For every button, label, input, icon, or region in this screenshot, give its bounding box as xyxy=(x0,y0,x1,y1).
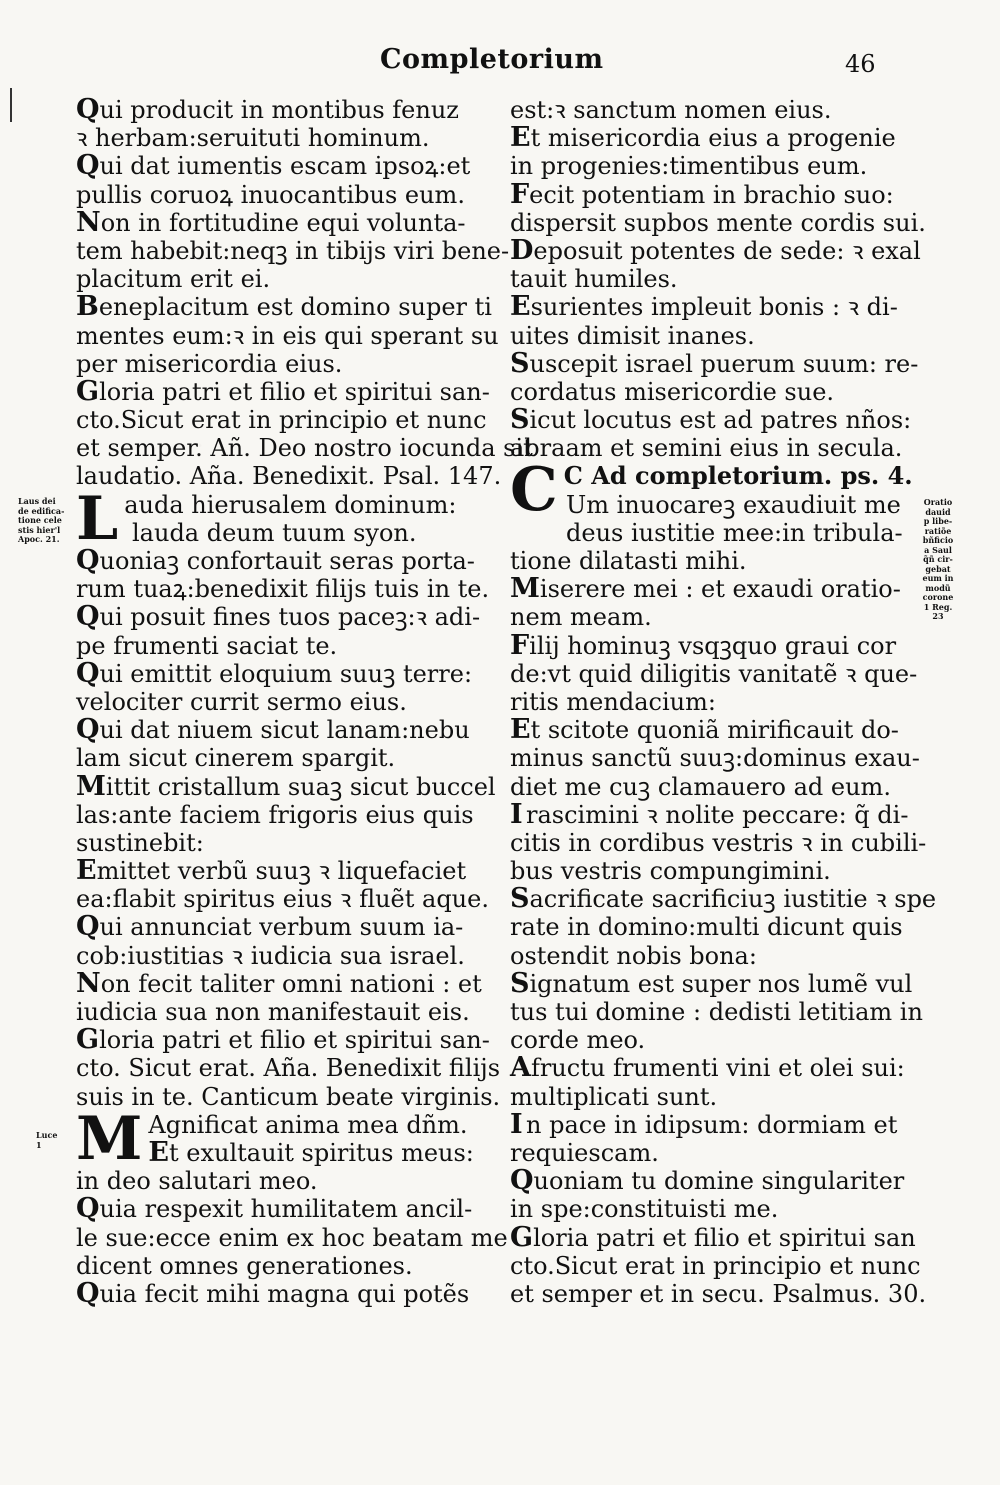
text-line xyxy=(76,744,468,772)
line-text: et semper. Añ. Deo nostro iocunda sit xyxy=(76,434,533,463)
text-line xyxy=(76,519,468,547)
versal-initial: Q xyxy=(76,1193,100,1225)
running-head: Completorium xyxy=(380,44,604,75)
line-text: citis in cordibus vestris ꝛ in cubili- xyxy=(510,828,927,857)
text-line xyxy=(510,322,910,350)
text-line xyxy=(76,291,492,323)
line-text: rate in domino:multi dicunt quis xyxy=(510,913,903,942)
text-line xyxy=(510,519,910,547)
line-text: minus sanctũ suuꝫ:dominus exau- xyxy=(510,744,920,773)
line-text: tauit humiles. xyxy=(510,265,678,294)
text-line xyxy=(510,347,919,379)
line-text: dicent omnes generationes. xyxy=(76,1251,413,1280)
text-line xyxy=(510,659,918,688)
text-line xyxy=(76,770,496,802)
line-text: Agnificat anima mea dñm. xyxy=(148,1110,468,1139)
line-text: acrificate sacrificiuꝫ iustitie ꝛ spe xyxy=(529,885,937,914)
text-line xyxy=(510,1279,927,1308)
text-line xyxy=(76,350,468,378)
versal-initial: N xyxy=(76,206,101,238)
text-line xyxy=(510,883,937,915)
versal-initial: Q xyxy=(76,911,100,943)
line-text: on fecit taliter omni nationi : et xyxy=(100,969,482,998)
text-line xyxy=(510,942,910,970)
line-text: t misericordia eius a progenie xyxy=(530,124,896,153)
line-text: uoniam tu domine singulariter xyxy=(533,1167,905,1196)
text-line xyxy=(510,547,910,575)
line-text: cordatus misericordie sue. xyxy=(510,377,835,406)
line-text: mittet verbũ suuꝫ ꝛ liquefaciet xyxy=(96,857,467,886)
text-line xyxy=(510,688,910,716)
line-text: per misericordia eius. xyxy=(76,349,343,378)
margin-note-left-2: Luce 1 xyxy=(36,1130,58,1150)
line-text: nem meam. xyxy=(510,603,652,632)
line-text: auda hierusalem dominum: xyxy=(124,490,457,519)
text-line xyxy=(76,1193,473,1225)
text-line xyxy=(76,1277,470,1309)
line-text: mentes eum:ꝛ in eis qui sperant su xyxy=(76,321,499,350)
versal-initial: F xyxy=(510,629,530,661)
line-text: pullis coruoꝝ inuocantibus eum. xyxy=(76,180,465,209)
text-line xyxy=(510,716,910,744)
text-line xyxy=(510,744,920,773)
text-line xyxy=(76,942,468,970)
versal-initial: Q xyxy=(76,94,100,125)
text-line xyxy=(510,491,910,519)
line-text: uites dimisit inanes. xyxy=(510,321,755,350)
line-text: uia respexit humilitatem ancil- xyxy=(99,1195,473,1224)
line-text: ritis mendacium: xyxy=(510,687,716,716)
line-text: cto. Sicut erat. Añа. Benedixit filijs xyxy=(76,1054,501,1083)
text-line xyxy=(510,1054,910,1082)
versal-initial: I xyxy=(510,798,523,830)
folio-number: 46 xyxy=(845,50,876,78)
text-line xyxy=(76,829,468,857)
line-text: ui dat iumentis escam ipsoꝝ:et xyxy=(99,152,471,181)
text-line xyxy=(76,716,468,744)
line-text: ui posuit fines tuos paceꝫ:ꝛ adi- xyxy=(99,603,481,632)
line-text: eposuit potentes de sede: ꝛ exal xyxy=(533,236,921,265)
text-line xyxy=(76,857,468,885)
line-text: dispersit supbos mente cordis sui. xyxy=(510,208,926,237)
text-line xyxy=(76,575,490,604)
text-line xyxy=(76,375,490,407)
line-text: tus tui domine : dedisti letitiam in xyxy=(510,998,923,1026)
text-line xyxy=(510,1251,921,1280)
text-line xyxy=(510,1026,910,1054)
line-text: iserere mei : et exaudi oratio- xyxy=(539,575,901,604)
margin-note-right-1: Oratio dauid p libe- ratiõe bñficio a Saul q̃ñ cir- gebat eum in modũ corone 1 Reg. 23 xyxy=(922,497,954,621)
text-line xyxy=(510,1195,910,1223)
line-text: requiescam. xyxy=(510,1138,659,1167)
text-line xyxy=(510,1108,910,1140)
text-line xyxy=(76,632,468,660)
line-text: ui emittit eloquium suuꝫ terre: xyxy=(99,659,473,688)
line-text: ostendit nobis bona: xyxy=(510,941,757,970)
text-line xyxy=(76,967,482,999)
versal-initial: Q xyxy=(76,150,100,182)
line-text: ittit cristallum suaꝫ sicut buccel xyxy=(105,772,496,801)
line-text: in progenies:timentibus eum. xyxy=(510,152,868,181)
line-text: est:ꝛ sanctum nomen eius. xyxy=(510,96,832,124)
text-line xyxy=(76,236,510,265)
versal-initial: D xyxy=(510,234,534,266)
line-text: ui producit in montibus fenuz xyxy=(99,96,459,124)
line-text: cto.Sicut erat in principio et nunc xyxy=(76,406,487,435)
line-text: iudicia sua non manifestauit eis. xyxy=(76,998,470,1026)
line-text: t scitote quoniã mirificauit do- xyxy=(530,716,899,745)
decorated-initial: M xyxy=(76,1103,143,1174)
text-line xyxy=(510,378,910,406)
line-text: tione dilatasti mihi. xyxy=(510,547,747,575)
versal-initial: E xyxy=(510,122,531,154)
line-text: surientes impleuit bonis : ꝛ di- xyxy=(530,293,898,322)
text-line xyxy=(76,181,468,209)
text-line xyxy=(76,265,468,293)
line-text: le sue:ecce enim ex hoc beatam me xyxy=(76,1223,508,1252)
text-line xyxy=(510,998,923,1026)
text-line xyxy=(76,1223,508,1252)
text-line xyxy=(510,828,927,857)
line-text: pe frumenti saciat te. xyxy=(76,631,338,660)
text-line xyxy=(76,1024,490,1056)
line-text: ꝛ herbam:seruituti hominum. xyxy=(76,124,430,153)
versal-initial: M xyxy=(510,573,540,605)
line-text: deus iustitie mee:in tribula- xyxy=(566,518,903,547)
text-line xyxy=(76,321,499,350)
text-line xyxy=(76,1252,468,1280)
versal-initial: Q xyxy=(76,1277,100,1309)
line-text: multiplicati sunt. xyxy=(510,1082,718,1111)
decorated-initial: C xyxy=(510,455,558,526)
line-text: ecit potentiam in brachio suo: xyxy=(529,180,894,209)
text-line xyxy=(76,434,533,463)
text-line xyxy=(510,434,910,462)
line-text: uoniaꝫ confortauit seras porta- xyxy=(99,547,475,575)
text-line xyxy=(76,545,475,576)
line-text: rum tuaꝝ:benedixit filijs tuis in te. xyxy=(76,575,490,604)
text-line xyxy=(76,206,468,238)
text-line xyxy=(510,1221,916,1253)
versal-initial: S xyxy=(510,967,530,999)
text-line xyxy=(510,96,910,124)
text-line xyxy=(76,124,468,152)
line-text: n pace in idipsum: dormiam et xyxy=(526,1110,898,1139)
text-line xyxy=(510,798,910,830)
versal-initial: I xyxy=(510,1108,523,1140)
versal-initial: N xyxy=(76,967,101,999)
text-line xyxy=(510,575,910,603)
line-text: icut locutus est ad patres nños: xyxy=(529,406,912,435)
text-line xyxy=(76,800,474,829)
line-text: in deo salutari meo. xyxy=(76,1167,318,1196)
text-line xyxy=(76,1054,501,1083)
text-line xyxy=(510,913,910,941)
line-text: C Ad completorium. ps. 4. xyxy=(563,461,913,491)
line-text: cto.Sicut erat in principio et nunc xyxy=(510,1251,921,1280)
line-text: ui annunciat verbum suum ia- xyxy=(99,913,464,942)
page-edge-mark xyxy=(10,88,12,122)
text-line xyxy=(510,178,910,210)
line-text: velociter currit sermo eius. xyxy=(76,687,407,716)
text-line xyxy=(510,208,926,237)
text-line xyxy=(510,265,910,293)
versal-initial: Q xyxy=(76,601,100,633)
line-text: placitum erit ei. xyxy=(76,265,271,294)
line-text: uscepit israel puerum suum: re- xyxy=(529,349,919,378)
line-text: bus vestris compungimini. xyxy=(510,857,831,886)
line-text: laudatio. Añа. Benedixit. Psal. 147. xyxy=(76,462,502,491)
versal-initial: S xyxy=(510,404,530,436)
versal-initial: A xyxy=(510,1052,531,1084)
line-text: ea:flabit spiritus eius ꝛ fluẽt aque. xyxy=(76,885,489,914)
line-text: loria patri et filio et spiritui san xyxy=(533,1223,916,1252)
versal-initial: G xyxy=(76,1024,100,1056)
versal-initial: G xyxy=(510,1221,534,1253)
line-text: et semper et in secu. Psalmus. 30. xyxy=(510,1279,927,1308)
line-text: ignatum est super nos lumẽ vul xyxy=(529,969,913,998)
line-text: lauda deum tuum syon. xyxy=(132,518,417,547)
right-text-column xyxy=(510,96,937,1308)
line-text: ilij hominuꝫ vsqꝫquo graui cor xyxy=(529,631,897,660)
line-text: suis in te. Canticum beate virginis. xyxy=(76,1082,501,1111)
text-line xyxy=(510,124,910,152)
versal-initial: G xyxy=(76,375,100,407)
text-line xyxy=(76,96,468,124)
text-line xyxy=(76,601,481,633)
text-line xyxy=(510,293,910,321)
versal-initial: E xyxy=(510,291,531,323)
text-line xyxy=(510,967,913,999)
text-line xyxy=(76,657,473,689)
line-text: t exultauit spiritus meus: xyxy=(169,1138,474,1167)
text-line xyxy=(510,1139,910,1167)
margin-note-left-1: Laus dei de edifica- tione cele stis hier'l Apoc. 21. xyxy=(18,496,65,544)
text-line xyxy=(76,913,468,941)
line-text: sustinebit: xyxy=(76,828,204,857)
line-text: loria patri et filio et spiritui san- xyxy=(99,1026,490,1055)
text-line xyxy=(510,234,921,266)
text-line xyxy=(76,406,487,435)
line-text: fructu frumenti vini et olei sui: xyxy=(530,1054,905,1083)
versal-initial: Q xyxy=(76,657,100,689)
text-line xyxy=(76,885,489,914)
line-text: cob:iustitias ꝛ iudicia sua israel. xyxy=(76,941,465,970)
line-text: uia fecit mihi magna qui potẽs xyxy=(99,1279,470,1308)
line-text: ui dat niuem sicut lanam:nebu xyxy=(99,716,470,745)
versal-initial: S xyxy=(510,347,530,379)
text-line xyxy=(510,1167,910,1195)
line-text: rascimini ꝛ nolite peccare: q̃ di- xyxy=(526,800,909,829)
text-line xyxy=(510,152,910,180)
line-text: las:ante faciem frigoris eius quis xyxy=(76,800,474,829)
line-text: eneplacitum est domino super ti xyxy=(98,293,492,322)
text-line xyxy=(76,1082,501,1111)
text-line xyxy=(76,688,468,716)
text-line xyxy=(76,462,502,491)
versal-initial: M xyxy=(76,770,106,802)
line-text: Um inuocareꝫ exaudiuit me xyxy=(566,490,901,519)
line-text: lam sicut cinerem spargit. xyxy=(76,744,396,773)
versal-initial: B xyxy=(76,291,99,323)
line-text: de:vt quid diligitis vanitatẽ ꝛ que- xyxy=(510,659,918,688)
line-text: corde meo. xyxy=(510,1026,646,1055)
versal-initial: Q xyxy=(510,1165,534,1197)
line-text: in spe:constituisti me. xyxy=(510,1195,779,1224)
versal-initial: Q xyxy=(76,714,100,746)
versal-initial: Q xyxy=(76,545,100,576)
line-text: loria patri et filio et spiritui san- xyxy=(99,377,490,406)
text-line xyxy=(510,406,910,434)
text-line xyxy=(510,603,910,631)
text-line xyxy=(510,857,910,885)
text-line xyxy=(510,1083,910,1111)
text-line xyxy=(76,1167,468,1195)
versal-initial: S xyxy=(510,883,530,915)
line-text: on in fortitudine equi volunta- xyxy=(100,208,466,237)
versal-initial: E xyxy=(76,855,97,887)
line-text: tem habebit:neqꝫ in tibijs viri bene- xyxy=(76,236,510,265)
versal-initial: E xyxy=(148,1136,170,1168)
line-text: diet me cuꝫ clamauero ad eum. xyxy=(510,772,891,801)
line-text: abraam et semini eius in secula. xyxy=(510,434,903,463)
text-line xyxy=(510,629,910,661)
versal-initial: F xyxy=(510,178,530,210)
decorated-initial: L xyxy=(76,483,119,554)
left-text-column xyxy=(76,94,533,1309)
text-line xyxy=(76,998,468,1026)
text-line xyxy=(510,773,910,801)
versal-initial: E xyxy=(510,714,531,746)
text-line xyxy=(76,150,471,182)
